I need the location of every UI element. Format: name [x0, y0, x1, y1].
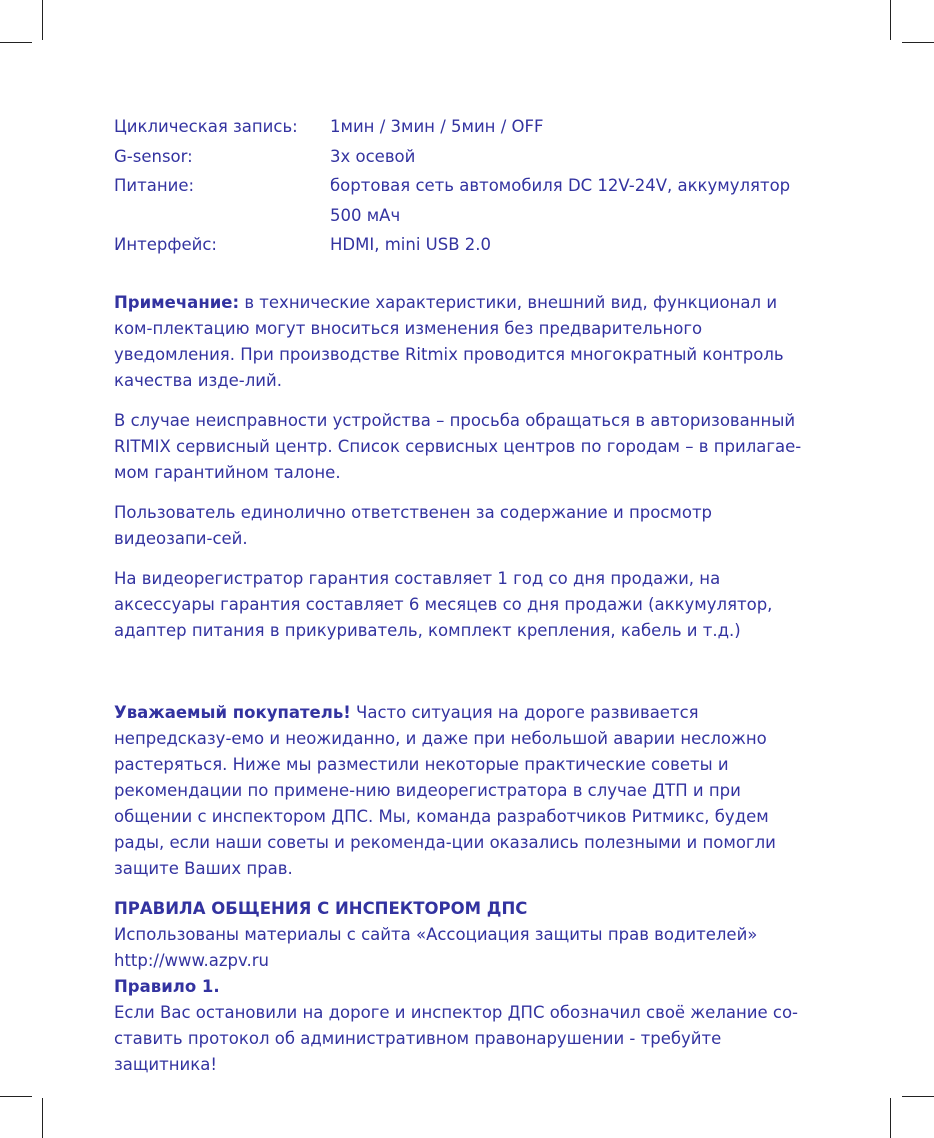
buyer-lead: Уважаемый покупатель! — [114, 702, 351, 722]
rules-heading: ПРАВИЛА ОБЩЕНИЯ С ИНСПЕКТОРОМ ДПС — [114, 898, 528, 918]
spec-table — [114, 112, 814, 260]
crop-mark — [0, 42, 32, 43]
buyer-paragraph — [114, 700, 814, 882]
spec-key: Интерфейс: — [114, 235, 217, 254]
spec-row — [114, 112, 814, 142]
spec-value: 1мин / 3мин / 5мин / OFF — [330, 117, 544, 136]
spec-row — [114, 142, 814, 172]
spec-value — [330, 171, 814, 230]
service-paragraph: В случае неисправности устройства – просьба обращаться в авторизованный RITMIX сервисный центр. Список сервисных центров по городам – в прилагае-мом гарантийном талоне. — [114, 410, 802, 482]
buyer-text: Часто ситуация на дороге развивается непредсказу-емо и неожиданно, и даже при небольшой аварии несложно растеряться. Ниже мы разместили некоторые практические советы и рекомендации по примене-нию видеорегистратора в случае ДТП и при общении с инспектором ДПС. Мы, команда разработчиков Ритмикс, будем рады, если наши советы и рекоменда-ции оказались полезными и помогли защите Ваших прав. — [114, 702, 776, 878]
crop-mark — [902, 42, 934, 43]
spec-row — [114, 171, 814, 230]
crop-mark — [890, 1098, 891, 1138]
crop-mark — [0, 1096, 32, 1097]
rule1-text: Если Вас остановили на дороге и инспектор ДПС обозначил своё желание со-ставить протокол об административном правонарушении - требуйте защитника! — [114, 1002, 799, 1074]
crop-mark — [902, 1096, 934, 1097]
spec-row — [114, 230, 814, 260]
spec-key: Циклическая запись: — [114, 117, 298, 136]
note-text: в технические характеристики, внешний вид, функционал и ком-плектацию могут вноситься изменения без предварительного уведомления. При производстве Ritmix проводится многократный контроль качества изде-лий. — [114, 292, 784, 390]
warranty-paragraph: На видеорегистратор гарантия составляет 1 год со дня продажи, на аксессуары гарантия составляет 6 месяцев со дня продажи (аккумулятор, адаптер питания в прикуриватель, комплект крепления, кабель и т.д.) — [114, 568, 773, 640]
crop-mark — [42, 1098, 43, 1138]
spec-key: Питание: — [114, 176, 195, 195]
crop-mark — [42, 0, 43, 40]
spec-value-line: бортовая сеть автомобиля DC 12V-24V, аккумулятор — [330, 176, 791, 195]
note-lead: Примечание: — [114, 292, 240, 312]
responsibility-paragraph: Пользователь единолично ответственен за содержание и просмотр видеозапи-сей. — [114, 502, 713, 548]
rule1-title: Правило 1. — [114, 976, 220, 996]
spec-key: G-sensor: — [114, 146, 193, 166]
rules-source: Использованы материалы с сайта «Ассоциация защиты прав водителей» http://www.azpv.ru — [114, 924, 758, 970]
spec-value: HDMI, mini USB 2.0 — [330, 235, 492, 254]
note-paragraph — [114, 290, 814, 394]
crop-mark — [890, 0, 891, 40]
spec-value-line: 500 мАч — [330, 205, 401, 225]
spec-value: 3х осевой — [330, 146, 416, 166]
page-content — [114, 112, 814, 1078]
